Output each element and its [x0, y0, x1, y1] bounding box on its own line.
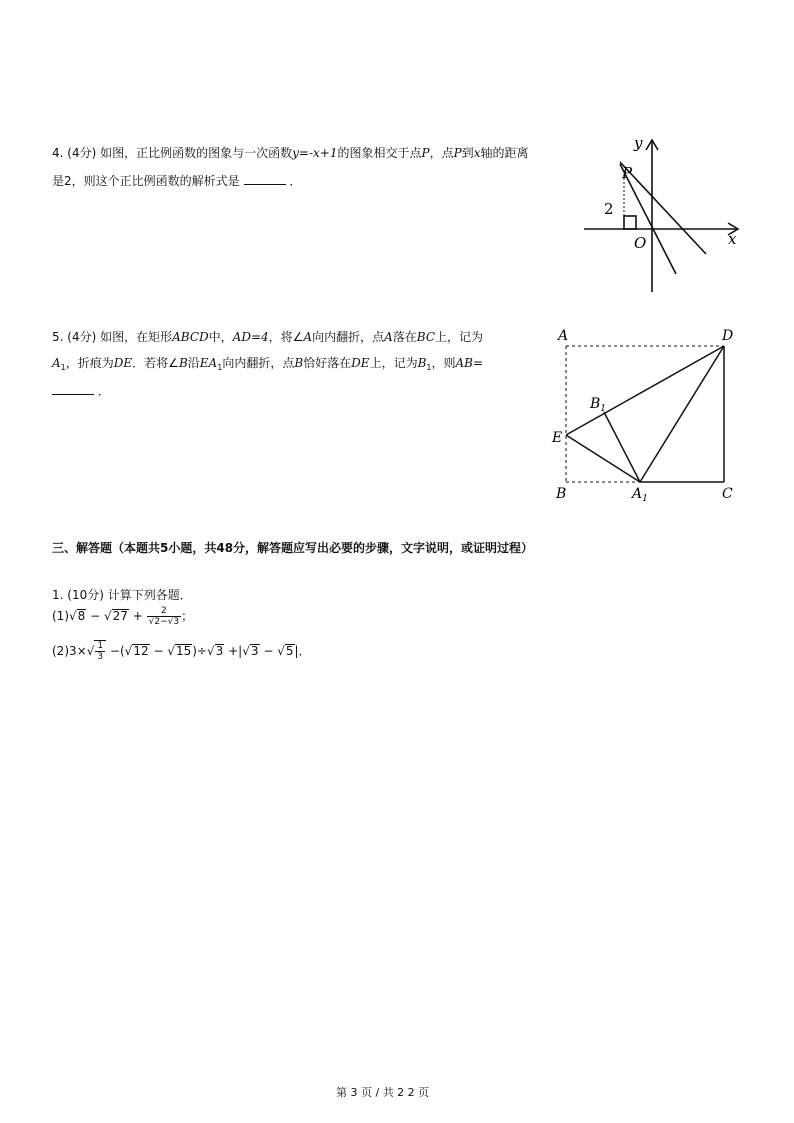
punct: |． [294, 644, 311, 658]
radicand: 5 [285, 644, 294, 658]
q5-text: 沿 [187, 356, 200, 370]
q4-axis: x [473, 146, 481, 160]
fig-label-A1: $A_1$ [632, 486, 648, 504]
q5-text: 落在 [392, 330, 417, 344]
q5-text: 如图，在矩形 [100, 330, 173, 344]
radicand: 8 [77, 609, 86, 623]
operator: + [132, 609, 143, 623]
q5-sub: 1 [217, 363, 223, 372]
q5-text: ．若将∠ [132, 356, 179, 370]
q5-math: A [303, 330, 313, 344]
fig-label-y: y [634, 134, 643, 152]
fig-label-B: B [556, 486, 567, 502]
radicand: 3 [215, 644, 224, 658]
fraction-numerator: 2 [147, 606, 181, 617]
q4-score: (4分) [67, 146, 97, 160]
q4-value: 2 [64, 174, 72, 188]
q4-line2 [52, 172, 301, 189]
s1-part2: (2)3×√ $\frac{1}{3}$ −(√12 − √15)÷√3 +|√3 − √5|． [52, 641, 311, 662]
q4-point: P [453, 146, 462, 160]
q5-line2 [52, 354, 483, 372]
fraction-numerator: 1 [97, 641, 104, 651]
q4-text: ，则这个正比例函数的解析式是 [71, 174, 240, 188]
q5-text: 上，记为 [369, 356, 418, 370]
s1-score: (10分) [67, 588, 104, 602]
q5-math: B [178, 356, 188, 370]
q5-math: EA [199, 356, 218, 370]
fig-label-2: 2 [604, 200, 614, 218]
radicand: 3 [250, 644, 259, 658]
q4-text: 的图象相交于点 [337, 146, 422, 160]
q5-text: 向内翻折，点 [222, 356, 295, 370]
fraction-denominator: √2−√3 [148, 617, 180, 627]
q5-text: 中， [208, 330, 233, 344]
q5-math: AD=4 [232, 330, 269, 344]
q5-math: B [417, 356, 427, 370]
q5-math: A [384, 330, 393, 344]
q5-text: 上，记为 [435, 330, 484, 344]
q4-text: 是 [52, 174, 65, 188]
q4-text: 轴的距离 [480, 146, 529, 160]
radicand: 12 [133, 644, 149, 658]
fig-label-E: E [552, 430, 563, 446]
radicand: 15 [175, 644, 192, 658]
s1-number: 1. [52, 588, 64, 602]
q5-text: ，则 [431, 356, 456, 370]
operator: )÷ [192, 644, 207, 658]
q4-end: ． [289, 174, 302, 188]
part-label: (2) [52, 644, 69, 658]
part-label: (1) [52, 609, 69, 623]
q5-number: 5. [52, 330, 64, 344]
q5-text: ，折痕为 [65, 356, 114, 370]
answer-blank[interactable] [52, 384, 94, 395]
q5-math: A [52, 356, 61, 370]
q5-math: ABCD [172, 330, 209, 344]
fraction [147, 606, 181, 627]
q4-function: y=-x+1 [292, 146, 338, 160]
q5-line1 [52, 328, 483, 345]
q5-math: BC [416, 330, 436, 344]
section-title: 三、解答题（本题共5小题，共48分，解答题应写出必要的步骤，文字说明，或证明过程） [52, 541, 534, 555]
q5-text: ，将∠ [268, 330, 304, 344]
operator: +| [228, 644, 243, 658]
fig-label-x: x [728, 230, 737, 248]
q5-math: B [294, 356, 304, 370]
q4-text: ，点 [429, 146, 454, 160]
fig-label-P: P [622, 164, 633, 182]
q5-figure [548, 322, 746, 508]
radicand-fraction [94, 640, 106, 662]
fig-label-D: D [722, 328, 734, 344]
q5-score: (4分) [67, 330, 97, 344]
answer-blank[interactable] [244, 174, 286, 185]
q5-math: DE [113, 356, 133, 370]
radicand: 27 [112, 609, 128, 623]
q4-text: 到 [461, 146, 474, 160]
q5-end: ． [97, 384, 110, 398]
q5-text: 恰好落在 [303, 356, 352, 370]
fraction-denominator: 3 [97, 652, 104, 662]
q4-text: 如图，正比例函数的图象与一次函数 [100, 146, 293, 160]
s1-title: 计算下列各题． [107, 588, 192, 602]
q4-number: 4. [52, 146, 64, 160]
coefficient: 3× [69, 644, 87, 658]
q5-sub: 1 [60, 363, 66, 372]
operator: − [263, 644, 274, 658]
q5-sub: 1 [426, 363, 432, 372]
fig-label-A: A [558, 328, 569, 344]
operator: − [90, 609, 101, 623]
q4-line1 [52, 144, 528, 161]
fig-label-C: C [722, 486, 733, 502]
page-footer: 第 3 页 / 共 2 2 页 [336, 1086, 430, 1099]
q5-text: 向内翻折，点 [312, 330, 385, 344]
s1-heading [52, 586, 192, 603]
q4-point: P [421, 146, 430, 160]
operator: − [153, 644, 164, 658]
q5-math: AB= [455, 356, 484, 370]
q5-math: DE [351, 356, 370, 370]
operator: −( [109, 644, 125, 658]
s1-part1: (1)√8 − √27 + $\frac{2}{√2-√3}$ ； [52, 606, 194, 627]
fig-label-B1: $B_1$ [590, 396, 607, 414]
punct: ； [181, 609, 194, 623]
q5-line3 [52, 382, 110, 399]
fig-label-O: O [634, 234, 647, 252]
q4-figure [580, 134, 745, 296]
